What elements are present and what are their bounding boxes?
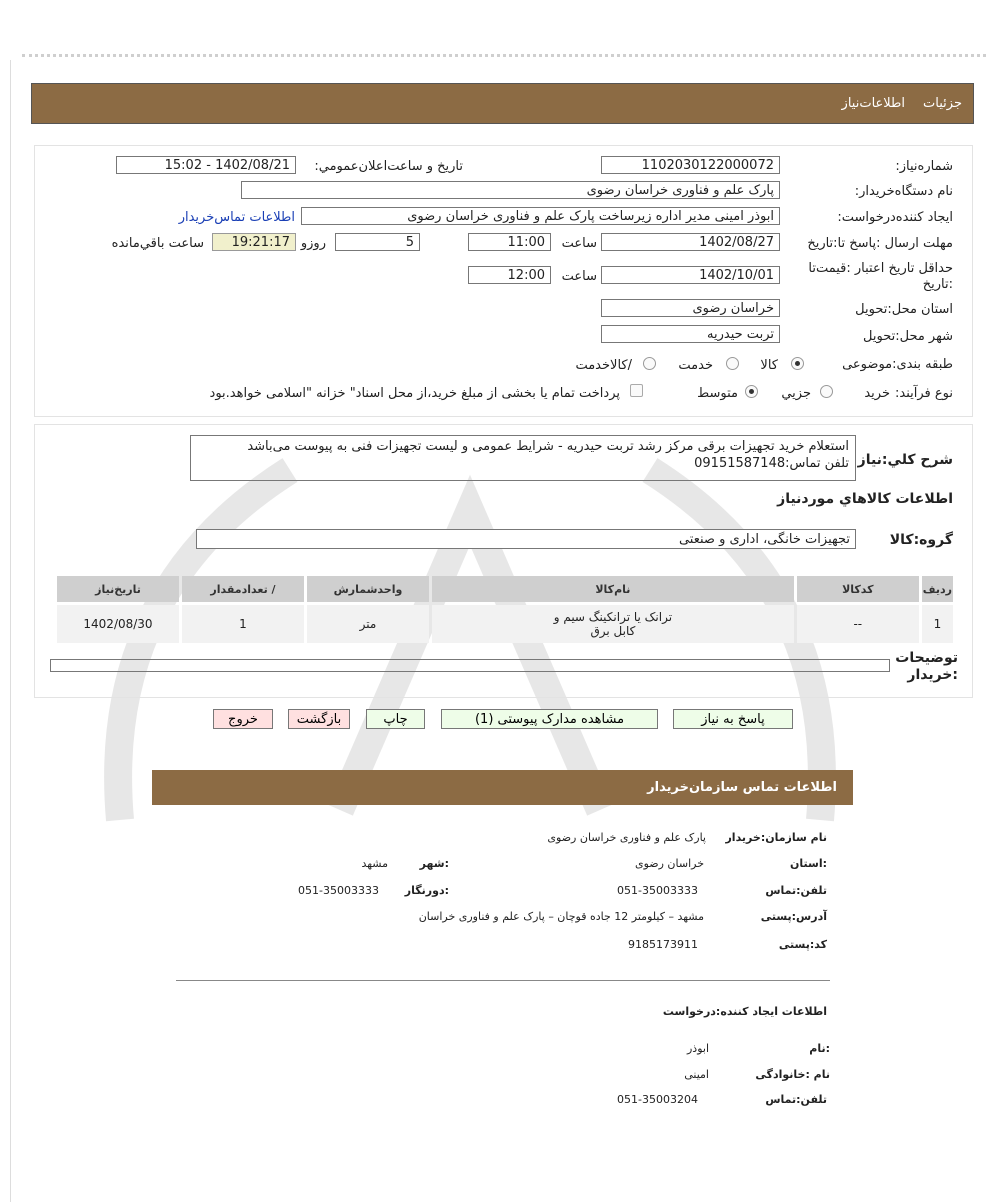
contact-phone-label: تلفن:تماس <box>765 884 827 897</box>
cell-name <box>432 605 794 643</box>
back-button[interactable]: بازگشت <box>288 709 350 729</box>
validity-date-field: 1402/10/01 <box>601 266 780 284</box>
announce-label: تاریخ و ساعت‌اعلان‌عمومي: <box>314 159 463 174</box>
province-field: خراسان رضوی <box>601 299 780 317</box>
buyer-notes-field <box>50 659 890 672</box>
cell-qty: 1 <box>182 605 304 643</box>
contact-city-label: :شهر <box>419 857 449 870</box>
category-goods-label: کالا <box>760 358 778 373</box>
need-number-field: 1102030122000072 <box>601 156 780 174</box>
creator-phone-label: تلفن:تماس <box>765 1093 827 1106</box>
contact-province-label: :استان <box>790 857 827 870</box>
description-line1: استعلام خرید تجهیزات برقی مرکز رشد تربت حیدریه - شرایط عمومی و لیست تجهیزات فنی به پیوست می‌باشد <box>247 439 849 454</box>
category-label: طبقه بندی:موضوعی <box>842 357 953 372</box>
contact-header-title: اطلاعات تماس سازمان‌خریدار <box>647 780 837 795</box>
deadline-hour-label: ساعت <box>561 236 597 251</box>
contact-province-value: خراسان رضوی <box>634 857 704 870</box>
col-code: کدکالا <box>797 576 919 602</box>
process-partial-label: جزيي <box>781 386 811 401</box>
contact-header <box>152 770 853 805</box>
days-label: روزو <box>300 236 326 251</box>
contact-divider <box>176 980 830 981</box>
category-both-label: /کالاخدمت <box>575 358 632 373</box>
goods-table-header <box>57 576 953 602</box>
announce-field: 1402/08/21 - 15:02 <box>116 156 296 174</box>
print-button[interactable]: چاپ <box>366 709 425 729</box>
col-row: ردیف <box>922 576 953 602</box>
creator-field: ابوذر امینی مدیر اداره زیرساخت پارک علم و فناوری خراسان رضوی <box>301 207 780 225</box>
cell-name-text: ترانک یا ترانکینگ سیم و کابل برق <box>553 610 673 638</box>
creator-family-label: نام :خانوادگی <box>755 1068 830 1081</box>
payment-checkbox[interactable] <box>630 384 643 397</box>
fax-value: 051-35003333 <box>298 884 379 897</box>
breadcrumb-need-info[interactable]: اطلاعات‌نیاز <box>841 96 905 111</box>
col-unit: واحدشمارش <box>307 576 429 602</box>
org-label: نام سازمان:خریدار <box>725 831 827 844</box>
city-label: شهر محل:تحویل <box>863 329 953 344</box>
contact-city-value: مشهد <box>361 857 388 870</box>
category-goods-radio[interactable] <box>791 357 804 370</box>
validity-hour-label: ساعت <box>561 269 597 284</box>
buyer-contact-link[interactable]: اطلاعات تماس‌خریدار <box>178 210 295 225</box>
category-service-label: خدمت <box>678 358 713 373</box>
breadcrumb-details[interactable]: جزئیات <box>923 96 962 111</box>
process-partial-radio[interactable] <box>820 385 833 398</box>
left-border <box>10 60 11 1202</box>
goods-table <box>54 573 956 646</box>
need-number-label: شماره‌نیاز: <box>895 159 953 174</box>
buyer-label: نام دستگاه‌خریدار: <box>854 184 953 199</box>
col-qty: / تعدادمقدار <box>182 576 304 602</box>
category-service-radio[interactable] <box>726 357 739 370</box>
cell-row: 1 <box>922 605 953 643</box>
city-field: تربت حیدریه <box>601 325 780 343</box>
cell-unit: متر <box>307 605 429 643</box>
goods-group-label: گروه:کالا <box>889 532 953 548</box>
table-row <box>57 605 953 643</box>
org-value: پارک علم و فناوری خراسان رضوی <box>547 831 706 844</box>
goods-group-field: تجهیزات خانگی، اداری و صنعتی <box>196 529 856 549</box>
days-field: 5 <box>335 233 420 251</box>
postal-value: 9185173911 <box>628 938 698 951</box>
process-medium-label: متوسط <box>697 386 738 401</box>
col-date: تاریخ‌نیاز <box>57 576 179 602</box>
exit-button[interactable]: خروج <box>213 709 273 729</box>
deadline-label: مهلت ارسال :پاسخ تا:تاریخ <box>807 236 953 251</box>
address-label: آدرس:پستی <box>760 910 827 923</box>
breadcrumb <box>31 83 974 124</box>
col-name: نام‌کالا <box>432 576 794 602</box>
cell-date: 1402/08/30 <box>57 605 179 643</box>
description-label: شرح کلي:نیاز <box>857 452 953 468</box>
process-medium-radio[interactable] <box>745 385 758 398</box>
fax-label: :دورنگار <box>404 884 449 897</box>
remaining-label: ساعت باقي‌مانده <box>111 236 204 251</box>
process-buy-label: خرید <box>864 386 890 401</box>
validity-label: حداقل تاریخ اعتبار :قیمت‌تا :تاریخ <box>808 261 953 292</box>
creator-name-label: :نام <box>809 1042 830 1055</box>
top-divider <box>22 54 986 57</box>
postal-label: کد:پستی <box>778 938 827 951</box>
process-label: نوع فرآیند: <box>895 386 953 401</box>
creator-info-title: اطلاعات ایجاد کننده:درخواست <box>662 1005 827 1018</box>
attachments-button[interactable]: مشاهده مدارک پیوستی (1) <box>441 709 658 729</box>
validity-time-field: 12:00 <box>468 266 551 284</box>
creator-name-value: ابوذر <box>686 1042 709 1055</box>
cell-code: -- <box>797 605 919 643</box>
respond-button[interactable]: پاسخ به نیاز <box>673 709 793 729</box>
goods-title: اطلاعات کالاهاي مورد‌نیاز <box>777 491 953 507</box>
buyer-notes-label: توضیحات :خریدار <box>895 650 958 683</box>
contact-phone-value: 051-35003333 <box>617 884 698 897</box>
creator-label: ایجاد کننده‌درخواست: <box>837 210 953 225</box>
address-value: مشهد – کیلومتر 12 جاده قوچان – پارک علم و فناوری خراسان <box>418 910 704 923</box>
creator-phone-value: 051-35003204 <box>617 1093 698 1106</box>
province-label: استان محل:تحویل <box>855 302 953 317</box>
deadline-time-field: 11:00 <box>468 233 551 251</box>
buyer-field: پارک علم و فناوری خراسان رضوی <box>241 181 780 199</box>
deadline-date-field: 1402/08/27 <box>601 233 780 251</box>
description-box <box>190 435 856 481</box>
payment-note: پرداخت تمام یا بخشی از مبلغ خرید،از محل اسناد" خزانه "اسلامی خواهد.بود <box>209 386 620 401</box>
creator-family-value: امینی <box>684 1068 709 1081</box>
remaining-timer: 19:21:17 <box>212 233 296 251</box>
description-line2: تلفن تماس:09151587148 <box>694 456 849 471</box>
category-both-radio[interactable] <box>643 357 656 370</box>
